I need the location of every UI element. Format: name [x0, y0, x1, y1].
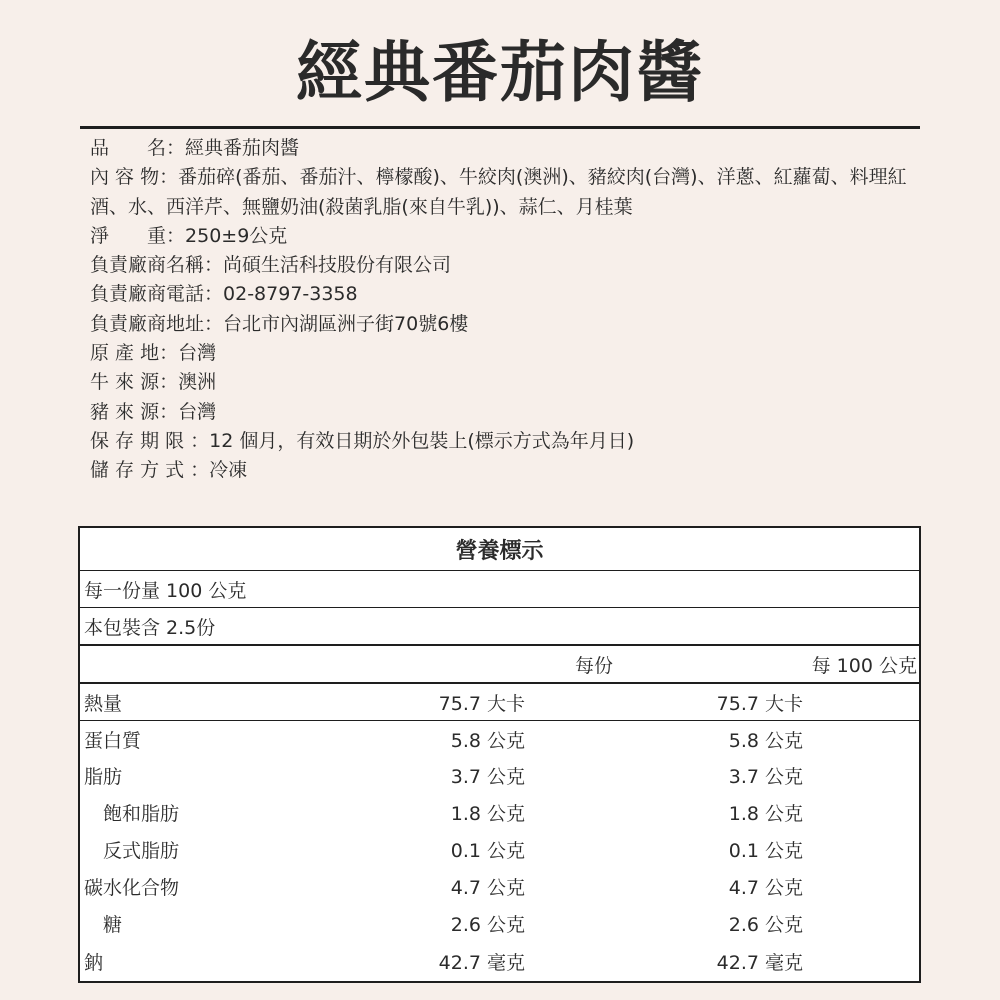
column-header-row [80, 644, 919, 682]
per-100g-value: 3.7 公克 [728, 766, 803, 788]
info-row-name [90, 134, 910, 163]
info-label: 內 容 物： [90, 166, 179, 189]
info-label: 原 產 地： [90, 342, 179, 365]
col-per-100g: 每 100 公克 [811, 654, 917, 677]
info-value: 澳洲 [178, 371, 217, 394]
info-value: 250±9公克 [185, 224, 288, 247]
info-label: 儲 存 方 式 ： [90, 459, 210, 482]
nutrient-name: 反式脂肪 [84, 840, 180, 862]
per-serving-value: 42.7 毫克 [438, 952, 525, 974]
per-100g-value: 4.7 公克 [728, 877, 803, 899]
per-100g-value: 0.1 公克 [728, 840, 803, 862]
nutrition-title: 營養標示 [455, 538, 544, 564]
nutrient-name: 脂肪 [84, 766, 123, 788]
info-label: 負責廠商電話： [90, 283, 224, 306]
table-row [80, 831, 919, 868]
nutrient-name: 鈉 [84, 952, 104, 974]
info-label: 豬 來 源： [90, 400, 179, 423]
info-row-pork-source [90, 398, 910, 427]
per-serving-value: 4.7 公克 [450, 877, 525, 899]
per-serving-value: 1.8 公克 [450, 803, 525, 825]
per-100g-value: 42.7 毫克 [716, 952, 803, 974]
nutrient-name: 飽和脂肪 [84, 803, 180, 825]
info-row-origin [90, 339, 910, 368]
serving-size: 每一份量 100 公克 [84, 579, 247, 602]
table-row [80, 794, 919, 831]
info-row-address [90, 310, 910, 339]
per-serving-value: 3.7 公克 [450, 766, 525, 788]
product-info [90, 134, 910, 486]
per-100g-value: 1.8 公克 [728, 803, 803, 825]
info-value: 冷凍 [209, 459, 248, 482]
table-row [80, 757, 919, 794]
info-row-storage [90, 456, 910, 485]
info-row-company [90, 251, 910, 280]
info-value: 台北市內湖區洲子街70號6樓 [223, 312, 469, 335]
info-value: 02-8797-3358 [223, 283, 358, 306]
info-label: 負責廠商地址： [90, 312, 224, 335]
info-row-phone [90, 280, 910, 309]
table-row [80, 942, 919, 981]
info-value: 台灣 [178, 400, 217, 423]
info-value: 台灣 [178, 342, 217, 365]
table-row [80, 868, 919, 905]
per-100g-value: 75.7 大卡 [716, 692, 803, 715]
per-serving-value: 75.7 大卡 [438, 692, 525, 715]
info-row-weight [90, 222, 910, 251]
nutrient-name: 熱量 [84, 692, 123, 715]
servings-row [80, 607, 919, 644]
info-row-beef-source [90, 368, 910, 397]
per-serving-value: 5.8 公克 [450, 729, 525, 752]
info-row-shelf-life [90, 427, 910, 456]
info-label: 品 名： [90, 137, 186, 159]
table-row [80, 905, 919, 942]
per-serving-value: 2.6 公克 [450, 914, 525, 936]
per-serving-value: 0.1 公克 [450, 840, 525, 862]
col-per-serving: 每份 [574, 654, 613, 677]
per-100g-value: 2.6 公克 [728, 914, 803, 936]
info-value: 尚碩生活科技股份有限公司 [223, 254, 452, 277]
title-divider [80, 126, 920, 129]
table-row [80, 682, 919, 720]
nutrient-name: 蛋白質 [84, 729, 142, 752]
info-label: 保 存 期 限 ： [90, 429, 210, 452]
per-100g-value: 5.8 公克 [728, 729, 803, 752]
nutrition-facts-table [78, 526, 921, 983]
info-value: 番茄碎(番茄、番茄汁、檸檬酸)、牛絞肉(澳洲)、豬絞肉(台灣)、洋蔥、紅蘿蔔、料理紅酒、水、西洋芹、無鹽奶油(殺菌乳脂(來自牛乳))、蒜仁、月桂葉 [90, 166, 907, 218]
info-value: 12 個月，有效日期於外包裝上(標示方式為年月日) [209, 429, 635, 452]
serving-size-row [80, 570, 919, 607]
info-value: 經典番茄肉醬 [185, 137, 300, 159]
product-title: 經典番茄肉醬 [296, 34, 704, 111]
info-label: 負責廠商名稱： [90, 254, 224, 277]
info-label: 牛 來 源： [90, 371, 179, 394]
nutrient-name: 糖 [84, 914, 123, 936]
nutrient-name: 碳水化合物 [84, 877, 180, 899]
info-row-ingredients [90, 163, 910, 222]
info-label: 淨 重： [90, 224, 186, 247]
servings-per-package: 本包裝含 2.5份 [84, 616, 216, 639]
table-row [80, 720, 919, 757]
